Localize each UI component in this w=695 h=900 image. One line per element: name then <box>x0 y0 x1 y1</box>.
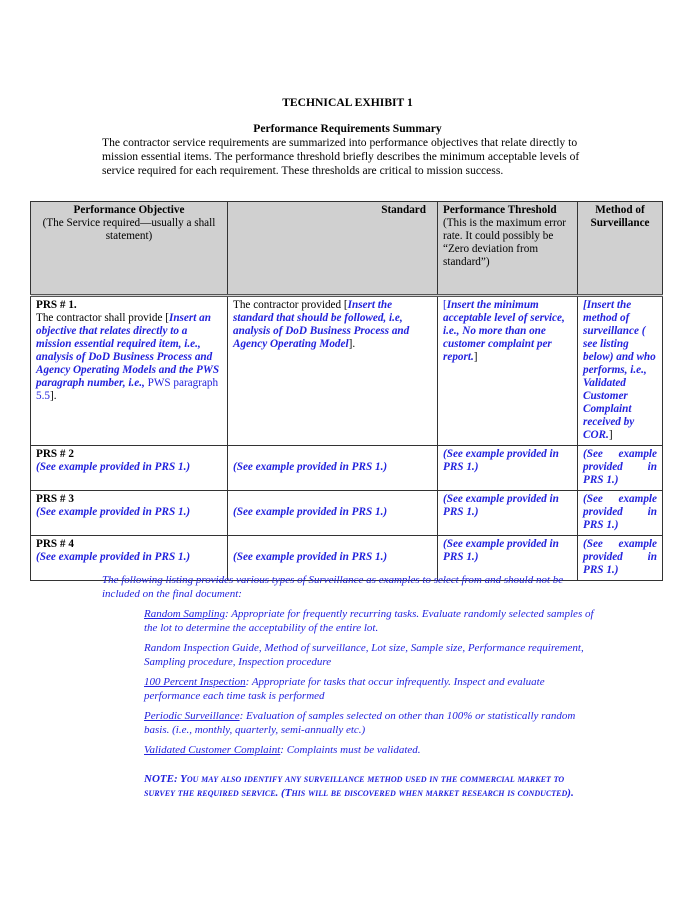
cell-standard: (See example provided in PRS 1.) <box>228 536 438 581</box>
header-performance-threshold: Performance Threshold (This is the maximum error rate. It could possibly be “Zero deviation from standard”) <box>438 202 578 296</box>
cell-objective: PRS # 4 (See example provided in PRS 1.) <box>31 536 228 581</box>
cell-objective: PRS # 2 (See example provided in PRS 1.) <box>31 446 228 491</box>
header-performance-objective: Performance Objective (The Service required—usually a shall statement) <box>31 202 228 296</box>
cell-threshold: (See example provided in PRS 1.) <box>438 491 578 536</box>
table-row <box>31 296 663 446</box>
cell-objective: PRS # 3 (See example provided in PRS 1.) <box>31 491 228 536</box>
listing-item-100-percent-inspection: 100 Percent Inspection: Appropriate for tasks that occur infrequently. Inspect and evaluate performance each time task is performed <box>144 676 545 702</box>
listing-lead: The following listing provides various types of Surveillance as examples to select from and should not be included on the final document: <box>102 574 564 600</box>
document-title: TECHNICAL EXHIBIT 1 <box>282 96 413 109</box>
listing-item-validated-customer-complaint: Validated Customer Complaint: Complaints must be validated. <box>144 744 421 756</box>
listing-item-random-inspection-guide: Random Inspection Guide, Method of surveillance, Lot size, Sample size, Performance requirement, Sampling procedure, Inspection procedure <box>144 642 584 668</box>
cell-threshold: [Insert the minimum acceptable level of service, i.e., No more than one customer complaint per report.] <box>438 296 578 446</box>
listing-item-periodic-surveillance: Periodic Surveillance: Evaluation of samples selected on other than 100% or statistically random basis. (i.e., monthly, quarterly, semi-annually etc.) <box>144 710 576 736</box>
header-standard: Standard <box>228 202 438 296</box>
cell-surveillance: (See example provided in PRS 1.) <box>578 491 663 536</box>
note-paragraph: NOTE: You may also identify any surveillance method used in the commercial market to survey the required service. (This will be discovered when market research is conducted). <box>144 772 574 799</box>
performance-requirements-table <box>30 201 663 581</box>
header-method-of-surveillance: Method of Surveillance <box>578 202 663 296</box>
cell-standard: (See example provided in PRS 1.) <box>228 491 438 536</box>
cell-threshold: (See example provided in PRS 1.) <box>438 446 578 491</box>
cell-surveillance: (See example provided in PRS 1.) <box>578 446 663 491</box>
cell-standard: The contractor provided [Insert the standard that should be followed, i.e, analysis of DoD Business Process and Agency Operating Model]. <box>228 296 438 446</box>
table-row <box>31 446 663 491</box>
intro-paragraph: The contractor service requirements are summarized into performance objectives that relate directly to mission essential items. The performance threshold briefly describes the minimum acceptable levels of service required for each requirement. These thresholds are critical to mission success. <box>102 136 580 177</box>
document-subtitle: Performance Requirements Summary <box>253 122 442 135</box>
table-header-row <box>31 202 663 296</box>
listing-item-random-sampling: Random Sampling: Appropriate for frequently recurring tasks. Evaluate randomly selected samples of the lot to determine the acceptability of the entire lot. <box>144 608 594 634</box>
table-row <box>31 491 663 536</box>
cell-objective: PRS # 1. The contractor shall provide [Insert an objective that relates directly to a mission essential required item, i.e., analysis of DoD Business Process and Agency Operating Models and the PWS paragraph number, i.e., PWS paragraph 5.5]. <box>31 296 228 446</box>
cell-standard: (See example provided in PRS 1.) <box>228 446 438 491</box>
cell-surveillance: (See example provided in PRS 1.) <box>578 536 663 581</box>
cell-surveillance: [Insert the method of surveillance ( see listing below) and who performs, i.e., Validated Customer Complaint received by COR.] <box>578 296 663 446</box>
surveillance-listing <box>102 574 592 800</box>
cell-threshold: (See example provided in PRS 1.) <box>438 536 578 581</box>
